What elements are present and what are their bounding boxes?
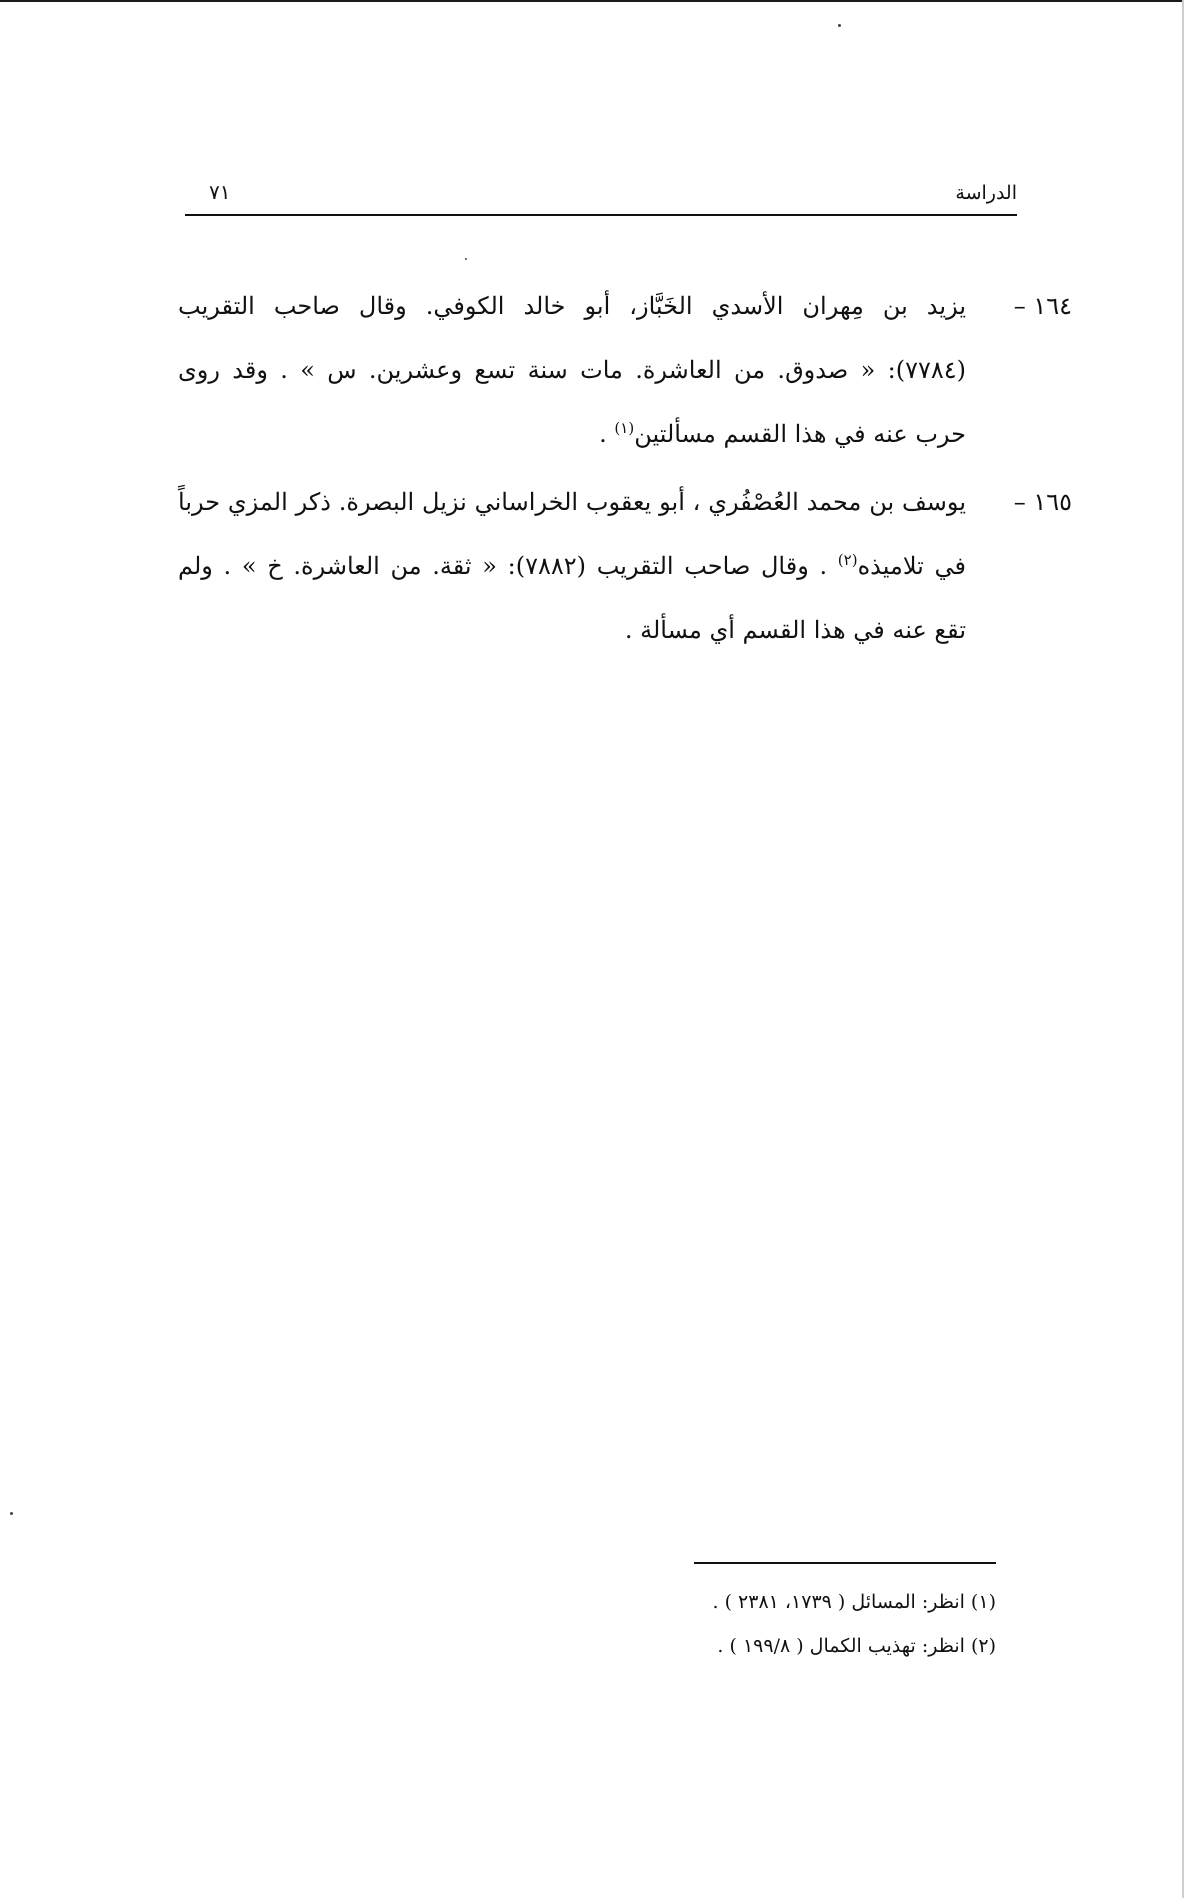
entry-text bbox=[178, 470, 966, 662]
header-rule bbox=[185, 214, 1017, 216]
scan-speck bbox=[838, 24, 841, 27]
footnote-reference[interactable]: (٢) bbox=[837, 551, 858, 569]
biography-entry bbox=[178, 470, 1072, 662]
text-line: يزيد بن مِهران الأسدي الخَبَّاز، أبو خالد الكوفي. وقال صاحب التقريب bbox=[178, 292, 966, 320]
page-number: ٧١ bbox=[209, 180, 231, 204]
text-line bbox=[178, 534, 966, 598]
text-line bbox=[178, 402, 966, 466]
footnote-reference[interactable]: (١) bbox=[614, 419, 635, 437]
scan-speck bbox=[10, 1512, 13, 1515]
footnote: (١) انظر: المسائل ( ١٧٣٩، ٢٣٨١ ) . bbox=[712, 1591, 996, 1613]
footnotes bbox=[600, 1580, 996, 1668]
scan-speck bbox=[465, 258, 467, 260]
footnote-separator bbox=[694, 1562, 996, 1564]
text-segment: في تلاميذه bbox=[857, 552, 966, 580]
text-segment: حرب عنه في هذا القسم مسألتين bbox=[634, 420, 966, 448]
page-header bbox=[185, 178, 1017, 218]
biography-entry bbox=[178, 274, 1072, 466]
text-line: تقع عنه في هذا القسم أي مسألة . bbox=[624, 616, 966, 644]
text-line: يوسف بن محمد العُصْفُري ، أبو يعقوب الخراساني نزيل البصرة. ذكر المزي حرباً bbox=[178, 488, 966, 516]
text-line: (٧٧٨٤): « صدوق. من العاشرة. مات سنة تسع وعشرين. س » . وقد روى bbox=[178, 356, 966, 384]
scan-top-edge bbox=[0, 0, 1184, 2]
entry-number: ١٦٥ – bbox=[1013, 488, 1072, 516]
running-title: الدراسة bbox=[955, 182, 1017, 204]
entry-number: ١٦٤ – bbox=[1013, 292, 1072, 320]
main-text bbox=[178, 274, 1072, 666]
text-segment: . bbox=[599, 420, 615, 448]
footnote: (٢) انظر: تهذيب الكمال ( ١٩٩/٨ ) . bbox=[717, 1635, 996, 1657]
entry-text bbox=[178, 274, 966, 466]
text-segment: . وقال صاحب التقريب (٧٨٨٢): « ثقة. من العاشرة. خ » . ولم bbox=[178, 552, 838, 580]
